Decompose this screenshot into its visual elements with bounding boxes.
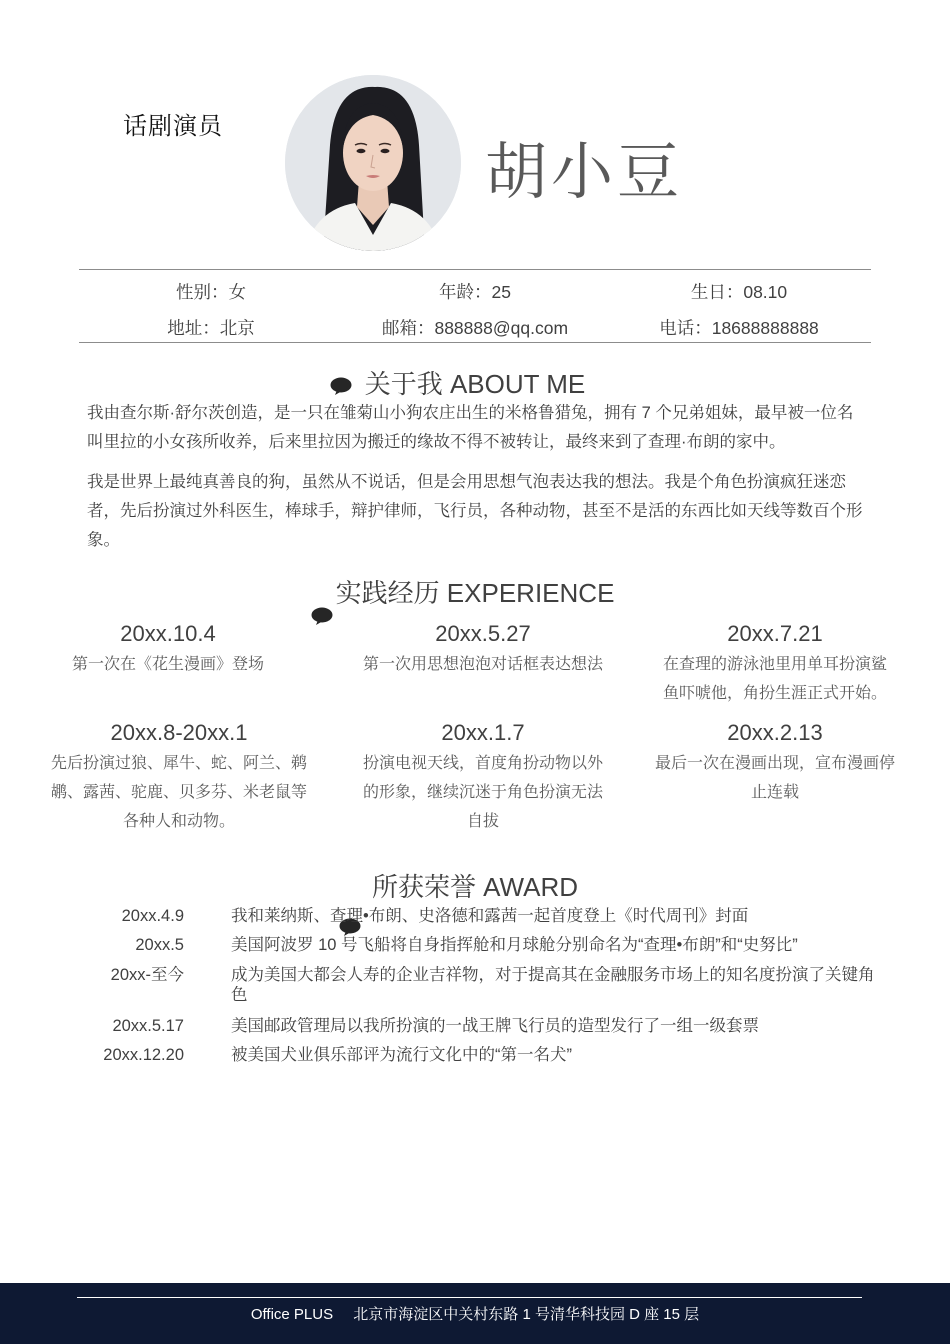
- experience-desc: 先后扮演过狼、犀牛、蛇、阿兰、鹈鹕、露茜、驼鹿、贝多芬、米老鼠等各种人和动物。: [50, 755, 307, 830]
- experience-date: 20xx.1.7: [441, 720, 525, 745]
- experience-item: [640, 620, 910, 708]
- experience-item: [348, 620, 618, 679]
- footer-bar: [0, 1283, 950, 1344]
- footer-divider: [77, 1297, 862, 1298]
- person-name: 胡小豆: [485, 138, 684, 207]
- footer-text: [0, 1303, 950, 1324]
- info-email: 邮箱：888888@qq.com: [381, 318, 569, 338]
- job-title: 话剧演员: [123, 113, 223, 140]
- info-address: 地址：北京: [167, 318, 255, 338]
- experience-date: 20xx.8-20xx.1: [110, 720, 248, 745]
- experience-item: [348, 719, 618, 836]
- experience-date: 20xx.10.4: [120, 621, 216, 646]
- profile-photo: [285, 75, 461, 251]
- award-text: 美国邮政管理局以我所扮演的一战王牌飞行员的造型发行了一组一级套票: [231, 1017, 759, 1035]
- info-top-divider: [79, 269, 871, 270]
- portrait-photo: [285, 75, 461, 251]
- award-date: 20xx.5.17: [112, 1017, 184, 1035]
- experience-desc: 第一次用思想泡泡对话框表达想法: [362, 656, 603, 673]
- award-text: 被美国犬业俱乐部评为流行文化中的“第一名犬”: [231, 1046, 572, 1064]
- award-title: 所获荣誉 AWARD: [371, 872, 579, 902]
- about-title: 关于我 ABOUT ME: [364, 369, 586, 399]
- experience-title: 实践经历 EXPERIENCE: [335, 578, 615, 608]
- experience-date: 20xx.5.27: [435, 621, 531, 646]
- about-paragraph: 我由查尔斯·舒尔茨创造，是一只在雏菊山小狗农庄出生的米格鲁猎兔，拥有 7 个兄弟姐妹，最早被一位名叫里拉的小女孩所收养，后来里拉因为搬迁的缘故不得不被转让，最终来到了查理·布朗的家中。: [87, 404, 854, 451]
- experience-item: [640, 719, 910, 807]
- info-gender: 性别：女: [176, 282, 246, 302]
- about-paragraph: 我是世界上最纯真善良的狗，虽然从不说话，但是会用思想气泡表达我的想法。我是个角色扮演疯狂迷恋者，先后扮演过外科医生，棒球手，辩护律师，飞行员，各种动物，甚至不是活的东西比如天线等数百个形象。: [87, 473, 863, 549]
- award-date: 20xx.4.9: [121, 907, 184, 925]
- info-row-2: [79, 315, 871, 340]
- award-text: 成为美国大都会人寿的企业吉祥物，对于提高其在金融服务市场上的知名度扮演了关键角色: [231, 966, 875, 1004]
- experience-desc: 第一次在《花生漫画》登场: [71, 656, 264, 673]
- info-bottom-divider: [79, 342, 871, 343]
- experience-desc: 在查理的游泳池里用单耳扮演鲨鱼吓唬他，角扮生涯正式开始。: [662, 656, 887, 702]
- award-text: 我和莱纳斯、查理•布朗、史洛德和露茜一起首度登上《时代周刊》封面: [231, 907, 749, 925]
- experience-date: 20xx.7.21: [727, 621, 823, 646]
- info-row-1: [79, 279, 871, 304]
- info-birthday: 生日：08.10: [690, 282, 788, 302]
- footer-brand: Office PLUS: [250, 1306, 334, 1323]
- award-date: 20xx-至今: [110, 966, 184, 984]
- experience-item: [33, 620, 303, 679]
- about-text: [87, 399, 863, 566]
- experience-item: [44, 719, 314, 836]
- experience-date: 20xx.2.13: [727, 720, 823, 745]
- experience-desc: 最后一次在漫画出现，宣布漫画停止连载: [654, 755, 895, 801]
- experience-desc: 扮演电视天线，首度角扮动物以外的形象，继续沉迷于角色扮演无法自拔: [362, 755, 603, 830]
- award-date: 20xx.12.20: [103, 1046, 184, 1064]
- info-age: 年龄：25: [439, 282, 511, 302]
- footer-address: 北京市海淀区中关村东路 1 号清华科技园 D 座 15 层: [353, 1306, 700, 1323]
- award-date: 20xx.5: [135, 936, 184, 954]
- info-phone: 电话：18688888888: [659, 318, 819, 338]
- award-text: 美国阿波罗 10 号飞船将自身指挥舱和月球舱分别命名为“查理•布朗”和“史努比”: [231, 936, 798, 954]
